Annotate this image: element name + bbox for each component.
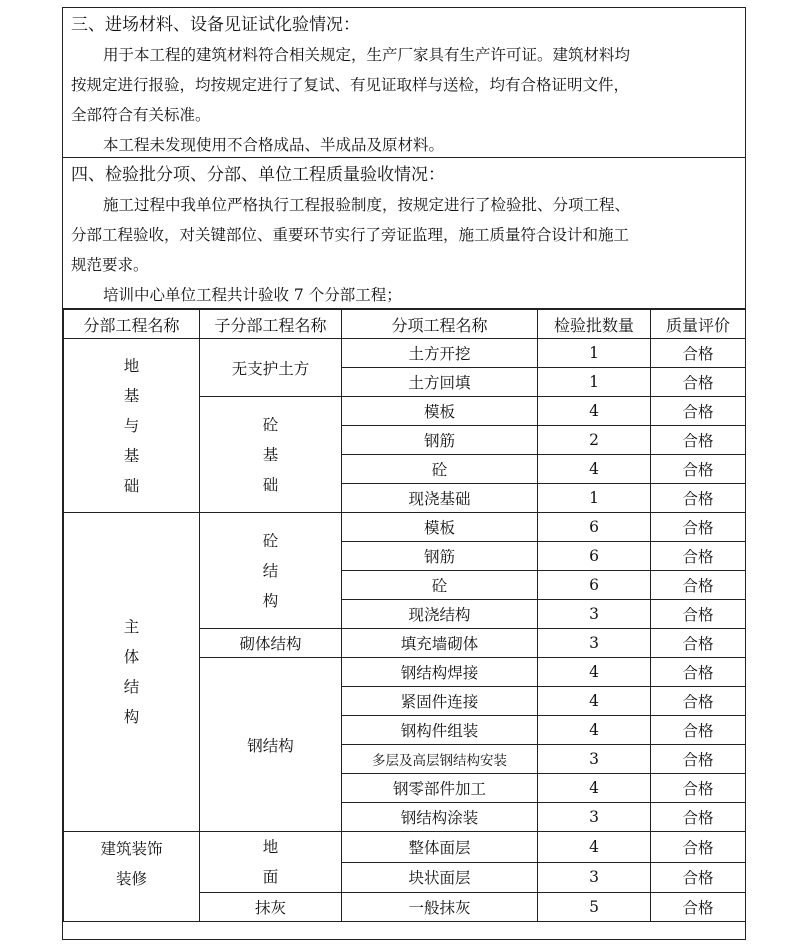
eval-cell: 合格	[651, 893, 746, 922]
paragraph-line: 本工程未发现使用不合格成品、半成品及原材料。	[103, 136, 445, 154]
subdivision-earthwork: 无支护土方	[200, 339, 342, 397]
subdivision-char: 砼	[262, 531, 279, 550]
division-char: 主	[123, 618, 140, 636]
subdivision-char: 基	[262, 445, 279, 464]
count-cell: 6	[538, 571, 651, 600]
paragraph-line: 规范要求。	[71, 256, 149, 274]
eval-cell: 合格	[651, 368, 746, 397]
paragraph-line: 按规定进行报验，均按规定进行了复试、有见证取样与送检，均有合格证明文件，	[71, 76, 630, 94]
count-cell: 1	[538, 484, 651, 513]
division-main-structure	[64, 513, 200, 832]
eval-cell: 合格	[651, 397, 746, 426]
count-cell: 4	[538, 455, 651, 484]
eval-cell: 合格	[651, 600, 746, 629]
subdivision-concrete-foundation	[200, 397, 342, 513]
count-cell: 4	[538, 397, 651, 426]
table-row	[64, 513, 746, 542]
count-cell: 5	[538, 893, 651, 922]
paragraph-line: 用于本工程的建筑材料符合相关规定，生产厂家具有生产许可证。建筑材料均	[103, 46, 631, 64]
division-line: 装修	[115, 870, 147, 888]
subdivision-char: 结	[262, 561, 279, 580]
item-cell: 整体面层	[342, 832, 538, 863]
subdivision-masonry: 砌体结构	[200, 629, 342, 658]
subdivision-plastering: 抹灰	[200, 893, 342, 922]
section-materials	[63, 8, 745, 158]
item-cell: 砼	[342, 571, 538, 600]
header-count: 检验批数量	[538, 310, 651, 339]
division-char: 基	[123, 446, 140, 465]
division-char: 基	[123, 386, 140, 405]
count-cell: 3	[538, 862, 651, 893]
count-cell: 3	[538, 600, 651, 629]
item-cell: 钢零部件加工	[342, 774, 538, 803]
count-cell: 6	[538, 513, 651, 542]
division-char: 构	[123, 708, 140, 726]
item-cell: 钢筋	[342, 542, 538, 571]
eval-cell: 合格	[651, 542, 746, 571]
item-cell: 模板	[342, 513, 538, 542]
paragraph-line: 全部符合有关标准。	[71, 106, 211, 124]
eval-cell: 合格	[651, 426, 746, 455]
table-header-row	[64, 310, 746, 339]
paragraph-line: 施工过程中我单位严格执行工程报验制度，按规定进行了检验批、分项工程、	[103, 196, 631, 214]
item-cell: 土方回填	[342, 368, 538, 397]
document-frame	[62, 7, 746, 940]
division-decoration	[64, 832, 200, 922]
eval-cell: 合格	[651, 339, 746, 368]
eval-cell: 合格	[651, 455, 746, 484]
item-cell: 钢筋	[342, 426, 538, 455]
item-cell: 块状面层	[342, 862, 538, 893]
count-cell: 4	[538, 687, 651, 716]
count-cell: 4	[538, 774, 651, 803]
item-cell: 紧固件连接	[342, 687, 538, 716]
count-cell: 3	[538, 745, 651, 774]
eval-cell: 合格	[651, 571, 746, 600]
item-cell: 一般抹灰	[342, 893, 538, 922]
count-cell: 2	[538, 426, 651, 455]
subdivision-char: 构	[262, 591, 279, 610]
eval-cell: 合格	[651, 658, 746, 687]
table-row	[64, 832, 746, 863]
item-cell: 土方开挖	[342, 339, 538, 368]
division-char: 结	[123, 678, 140, 696]
header-division: 分部工程名称	[64, 310, 200, 339]
division-char: 体	[123, 648, 140, 666]
count-cell: 1	[538, 339, 651, 368]
acceptance-table	[63, 309, 746, 922]
subdivision-char: 砼	[262, 415, 279, 434]
division-char: 与	[123, 416, 140, 435]
paragraph-line: 培训中心单位工程共计验收 7 个分部工程；	[103, 286, 402, 304]
division-char: 础	[123, 476, 140, 495]
division-line: 建筑装饰	[100, 840, 163, 858]
count-cell: 4	[538, 832, 651, 863]
subdivision-steel-structure: 钢结构	[200, 658, 342, 832]
division-foundation	[64, 339, 200, 513]
subdivision-char: 础	[262, 475, 279, 494]
subdivision-concrete-structure	[200, 513, 342, 629]
eval-cell: 合格	[651, 832, 746, 863]
section3-heading: 三、进场材料、设备见证试化验情况：	[71, 15, 360, 35]
eval-cell: 合格	[651, 745, 746, 774]
count-cell: 3	[538, 629, 651, 658]
item-cell: 砼	[342, 455, 538, 484]
paragraph-line: 分部工程验收，对关键部位、重要环节实行了旁证监理，施工质量符合设计和施工	[71, 226, 630, 244]
table-row	[64, 339, 746, 368]
header-subdivision: 子分部工程名称	[200, 310, 342, 339]
eval-cell: 合格	[651, 716, 746, 745]
eval-cell: 合格	[651, 484, 746, 513]
item-cell: 钢结构涂装	[342, 803, 538, 832]
subdivision-char: 面	[262, 868, 279, 886]
header-evaluation: 质量评价	[651, 310, 746, 339]
header-item: 分项工程名称	[342, 310, 538, 339]
item-cell: 现浇结构	[342, 600, 538, 629]
count-cell: 3	[538, 803, 651, 832]
eval-cell: 合格	[651, 687, 746, 716]
section4-heading: 四、检验批分项、分部、单位工程质量验收情况：	[71, 165, 445, 185]
count-cell: 6	[538, 542, 651, 571]
count-cell: 4	[538, 658, 651, 687]
eval-cell: 合格	[651, 774, 746, 803]
section3-paragraph	[71, 40, 737, 160]
item-cell: 现浇基础	[342, 484, 538, 513]
item-cell: 多层及高层钢结构安装	[342, 745, 538, 774]
item-cell: 填充墙砌体	[342, 629, 538, 658]
item-cell: 钢结构焊接	[342, 658, 538, 687]
count-cell: 4	[538, 716, 651, 745]
section4-paragraph	[71, 190, 737, 310]
section-inspection	[63, 158, 745, 309]
eval-cell: 合格	[651, 803, 746, 832]
item-cell: 钢构件组装	[342, 716, 538, 745]
subdivision-floor	[200, 832, 342, 893]
division-char: 地	[123, 356, 140, 375]
eval-cell: 合格	[651, 862, 746, 893]
eval-cell: 合格	[651, 513, 746, 542]
item-cell: 模板	[342, 397, 538, 426]
count-cell: 1	[538, 368, 651, 397]
subdivision-char: 地	[262, 838, 279, 856]
eval-cell: 合格	[651, 629, 746, 658]
